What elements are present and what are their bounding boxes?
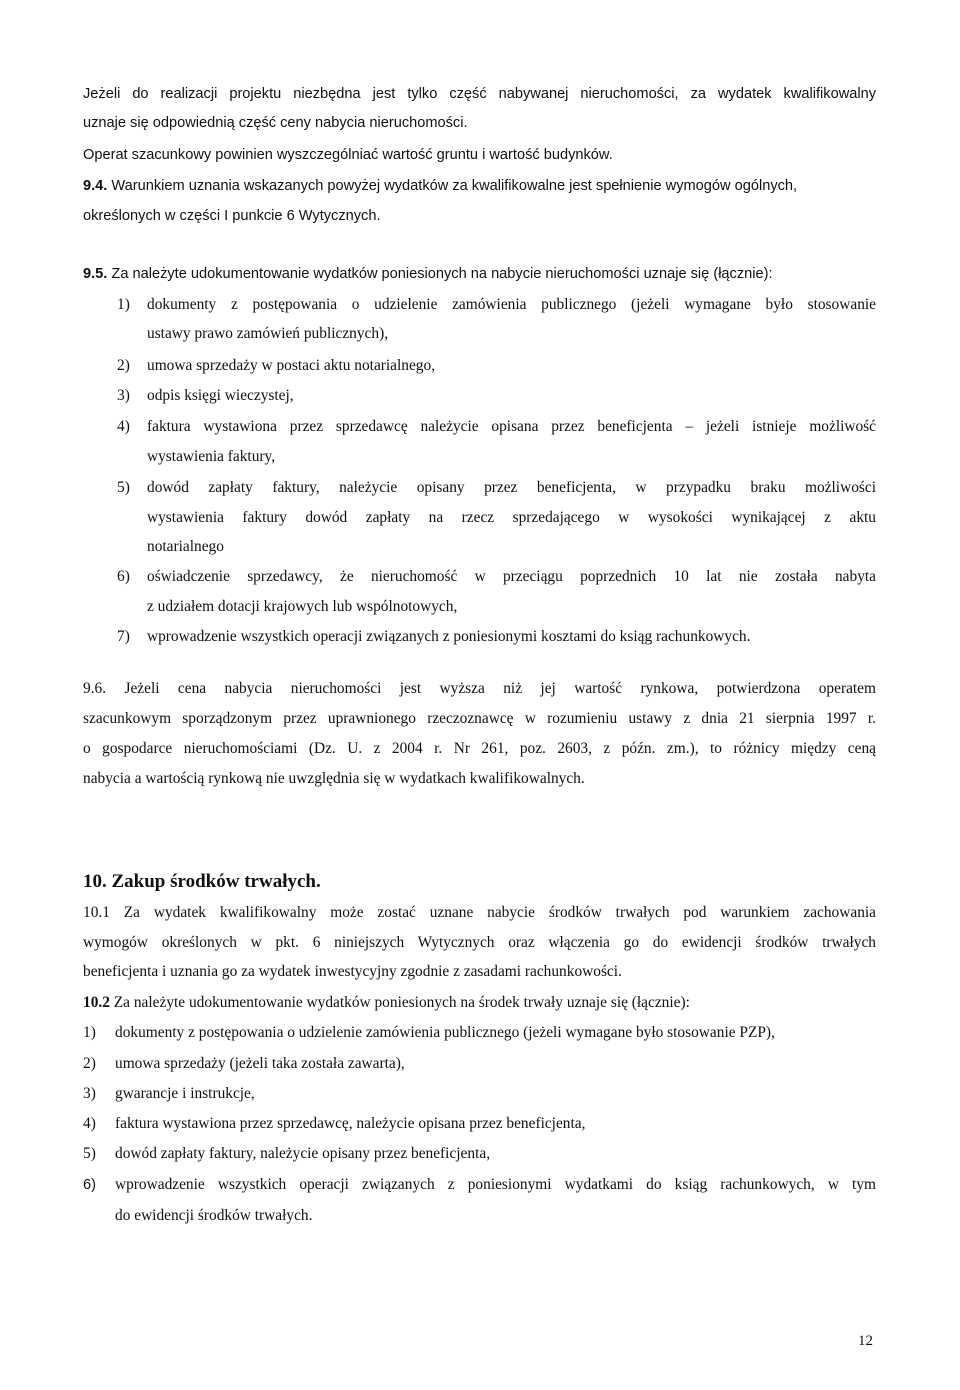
list-item-number: 4) — [117, 418, 130, 435]
section-9-6-line: szacunkowym sporządzonym przez uprawnionego rzeczoznawcę w rozumieniu ustawy z dnia 21 sierpnia 1997 r. — [83, 710, 876, 727]
list-item-text: dokumenty z postępowania o udzielenie zamówienia publicznego (jeżeli wymagane było stosowanie PZP), — [115, 1024, 775, 1041]
list-item-text: wprowadzenie wszystkich operacji związanych z poniesionymi kosztami do ksiąg rachunkowych. — [147, 628, 751, 645]
list-item-number: 5) — [117, 479, 130, 496]
list-item-number: 7) — [117, 628, 130, 645]
list-item-number: 4) — [83, 1115, 96, 1132]
list-item-number: 6) — [117, 568, 130, 585]
list-item-number: 5) — [83, 1145, 96, 1162]
section-10-1-line: 10.1 Za wydatek kwalifikowalny może zostać uznane nabycie środków trwałych pod warunkiem zachowania — [83, 904, 876, 921]
list-item-number: 6) — [83, 1177, 96, 1193]
section-9-6-line: nabycia a wartością rynkową nie uwzględnia się w wydatkach kwalifikowalnych. — [83, 770, 585, 787]
list-item-text: ustawy prawo zamówień publicznych), — [147, 325, 389, 342]
section-number: 10.2 — [83, 994, 110, 1011]
list-item-number: 3) — [117, 387, 130, 404]
list-item-text: gwarancje i instrukcje, — [115, 1085, 255, 1102]
section-number: 9.5. — [83, 266, 108, 282]
list-item-text: wystawienia faktury dowód zapłaty na rzecz sprzedającego w wysokości wynikającej z aktu — [147, 509, 876, 526]
list-item-text: umowa sprzedaży w postaci aktu notarialnego, — [147, 357, 436, 374]
paragraph-line: uznaje się odpowiednią część ceny nabycia nieruchomości. — [83, 115, 468, 131]
section-text: Za należyte udokumentowanie wydatków poniesionych na nabycie nieruchomości uznaje się (łącznie): — [107, 266, 773, 282]
list-item-text: dowód zapłaty faktury, należycie opisany przez beneficjenta, — [115, 1145, 491, 1162]
paragraph-line: Jeżeli do realizacji projektu niezbędna jest tylko część nabywanej nieruchomości, za wydatek kwalifikowalny — [83, 86, 876, 102]
list-item-number: 2) — [83, 1055, 96, 1072]
section-text: Warunkiem uznania wskazanych powyżej wydatków za kwalifikowalne jest spełnienie wymogów ogólnych, — [107, 178, 798, 194]
list-item-text: wystawienia faktury, — [147, 448, 276, 465]
section-number: 9.4. — [83, 178, 108, 194]
section-heading: 10. Zakup środków trwałych. — [83, 871, 321, 892]
section-9-5-intro — [83, 264, 773, 284]
list-item-text: wprowadzenie wszystkich operacji związanych z poniesionymi wydatkami do ksiąg rachunkowych, w tym — [115, 1176, 876, 1193]
paragraph-line: Operat szacunkowy powinien wyszczególniać wartość gruntu i wartość budynków. — [83, 147, 613, 163]
list-item-number: 1) — [117, 296, 130, 313]
section-9-6-line: 9.6. Jeżeli cena nabycia nieruchomości jest wyższa niż jej wartość rynkowa, potwierdzona operatem — [83, 680, 876, 697]
section-9-4-line: określonych w części I punkcie 6 Wytycznych. — [83, 208, 381, 224]
list-item-text: z udziałem dotacji krajowych lub wspólnotowych, — [147, 598, 458, 615]
list-item-text: dowód zapłaty faktury, należycie opisany przez beneficjenta, w przypadku braku możliwości — [147, 479, 876, 496]
section-10-1-line: wymogów określonych w pkt. 6 niniejszych Wytycznych oraz włączenia go do ewidencji środków trwałych — [83, 934, 876, 951]
list-item-text: faktura wystawiona przez sprzedawcę należycie opisana przez beneficjenta – jeżeli istnieje możliwość — [147, 418, 876, 435]
list-item-number: 3) — [83, 1085, 96, 1102]
list-item-text: odpis księgi wieczystej, — [147, 387, 294, 404]
section-10-2-intro — [83, 993, 690, 1013]
page-number: 12 — [858, 1333, 873, 1349]
list-item-text: do ewidencji środków trwałych. — [115, 1207, 313, 1224]
list-item-number: 2) — [117, 357, 130, 374]
section-10-1-line: beneficjenta i uznania go za wydatek inwestycyjny zgodnie z zasadami rachunkowości. — [83, 963, 622, 980]
list-item-text: notarialnego — [147, 538, 224, 555]
list-item-text: umowa sprzedaży (jeżeli taka została zawarta), — [115, 1055, 405, 1072]
list-item-text: oświadczenie sprzedawcy, że nieruchomość w przeciągu poprzednich 10 lat nie została nabyta — [147, 568, 876, 585]
list-item-number: 1) — [83, 1024, 96, 1041]
section-text: Za należyte udokumentowanie wydatków poniesionych na środek trwały uznaje się (łącznie): — [109, 994, 690, 1011]
section-9-4-line — [83, 176, 797, 196]
section-9-6-line: o gospodarce nieruchomościami (Dz. U. z 2004 r. Nr 261, poz. 2603, z późn. zm.), to różnicy między ceną — [83, 740, 876, 757]
list-item-text: faktura wystawiona przez sprzedawcę, należycie opisana przez beneficjenta, — [115, 1115, 586, 1132]
list-item-text: dokumenty z postępowania o udzielenie zamówienia publicznego (jeżeli wymagane było stosowanie — [147, 296, 876, 313]
